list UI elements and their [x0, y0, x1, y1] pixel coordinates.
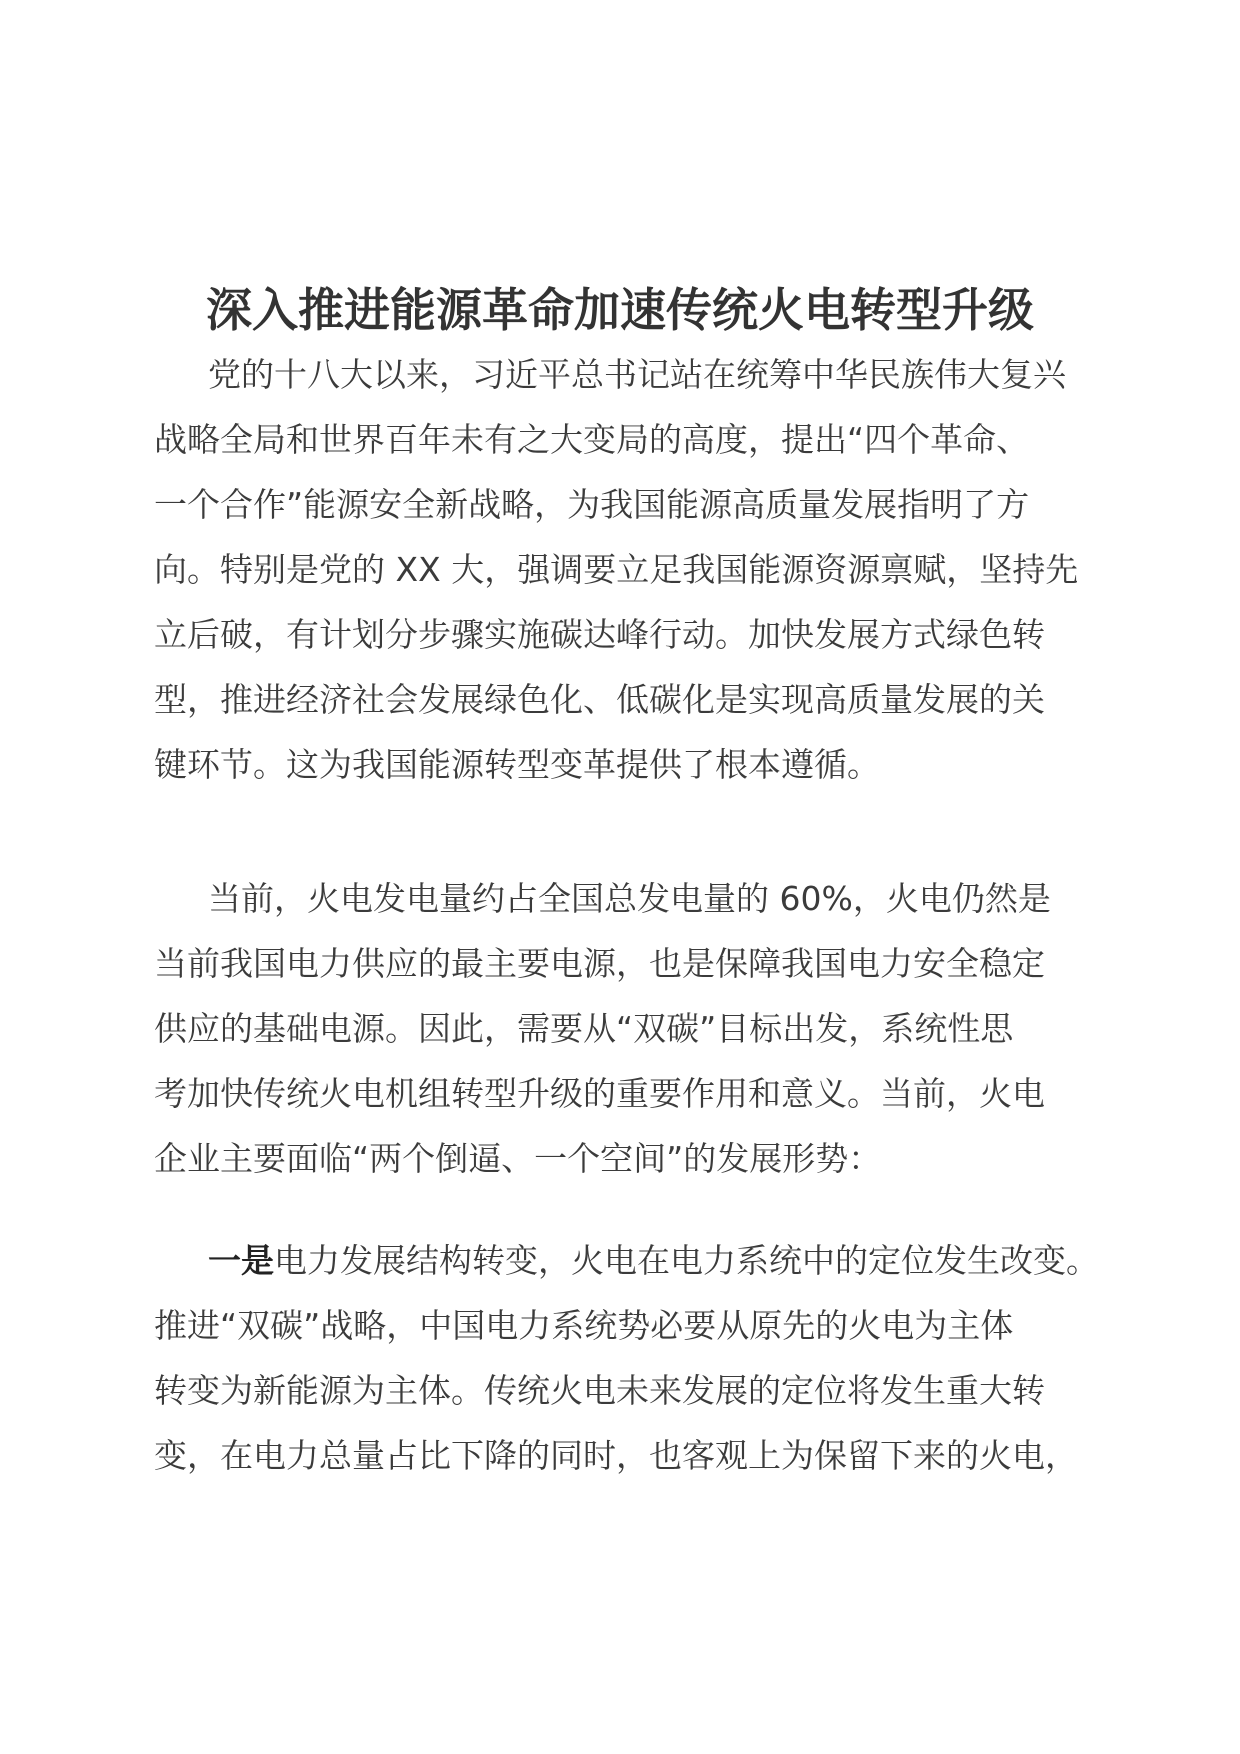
paragraph-line: 键环节。这为我国能源转型变革提供了根本遵循。: [154, 745, 880, 784]
paragraph-line: [154, 1228, 1099, 1293]
paragraph-line: 企业主要面临“两个倒逼、一个空间”的发展形势：: [154, 1139, 882, 1178]
paragraph-2: [154, 866, 1094, 1191]
paragraph-line: 变，在电力总量占比下降的同时，也客观上为保留下来的火电，: [154, 1436, 1078, 1475]
paragraph-line: 当前，火电发电量约占全国总发电量的 60%，火电仍然是: [208, 879, 1051, 918]
paragraph-line: 推进“双碳”战略，中国电力系统势必要从原先的火电为主体: [154, 1306, 1014, 1345]
paragraph-3: [154, 1228, 1099, 1488]
paragraph-line: 型，推进经济社会发展绿色化、低碳化是实现高质量发展的关: [154, 680, 1045, 719]
paragraph-line: 考加快传统火电机组转型升级的重要作用和意义。当前，火电: [154, 1074, 1045, 1113]
paragraph-line: 当前我国电力供应的最主要电源，也是保障我国电力安全稳定: [154, 944, 1045, 983]
paragraph-lead: 一是: [208, 1241, 274, 1280]
paragraph-line: 向。特别是党的 XX 大，强调要立足我国能源资源禀赋，坚持先: [154, 550, 1079, 589]
paragraph-line: 转变为新能源为主体。传统火电未来发展的定位将发生重大转: [154, 1371, 1045, 1410]
paragraph-line: 一个合作”能源安全新战略，为我国能源高质量发展指明了方: [154, 485, 1030, 524]
paragraph-line: 供应的基础电源。因此，需要从“双碳”目标出发，系统性思: [154, 1009, 1014, 1048]
paragraph-line: 党的十八大以来，习近平总书记站在统筹中华民族伟大复兴: [208, 355, 1066, 394]
paragraph-line-text: 电力发展结构转变，火电在电力系统中的定位发生改变。: [274, 1241, 1099, 1280]
paragraph-line: 战略全局和世界百年未有之大变局的高度，提出“四个革命、: [154, 420, 1030, 459]
paragraph-line: 立后破，有计划分步骤实施碳达峰行动。加快发展方式绿色转: [154, 615, 1045, 654]
document-title: 深入推进能源革命加速传统火电转型升级: [206, 283, 1034, 337]
paragraph-1: [154, 342, 1094, 797]
